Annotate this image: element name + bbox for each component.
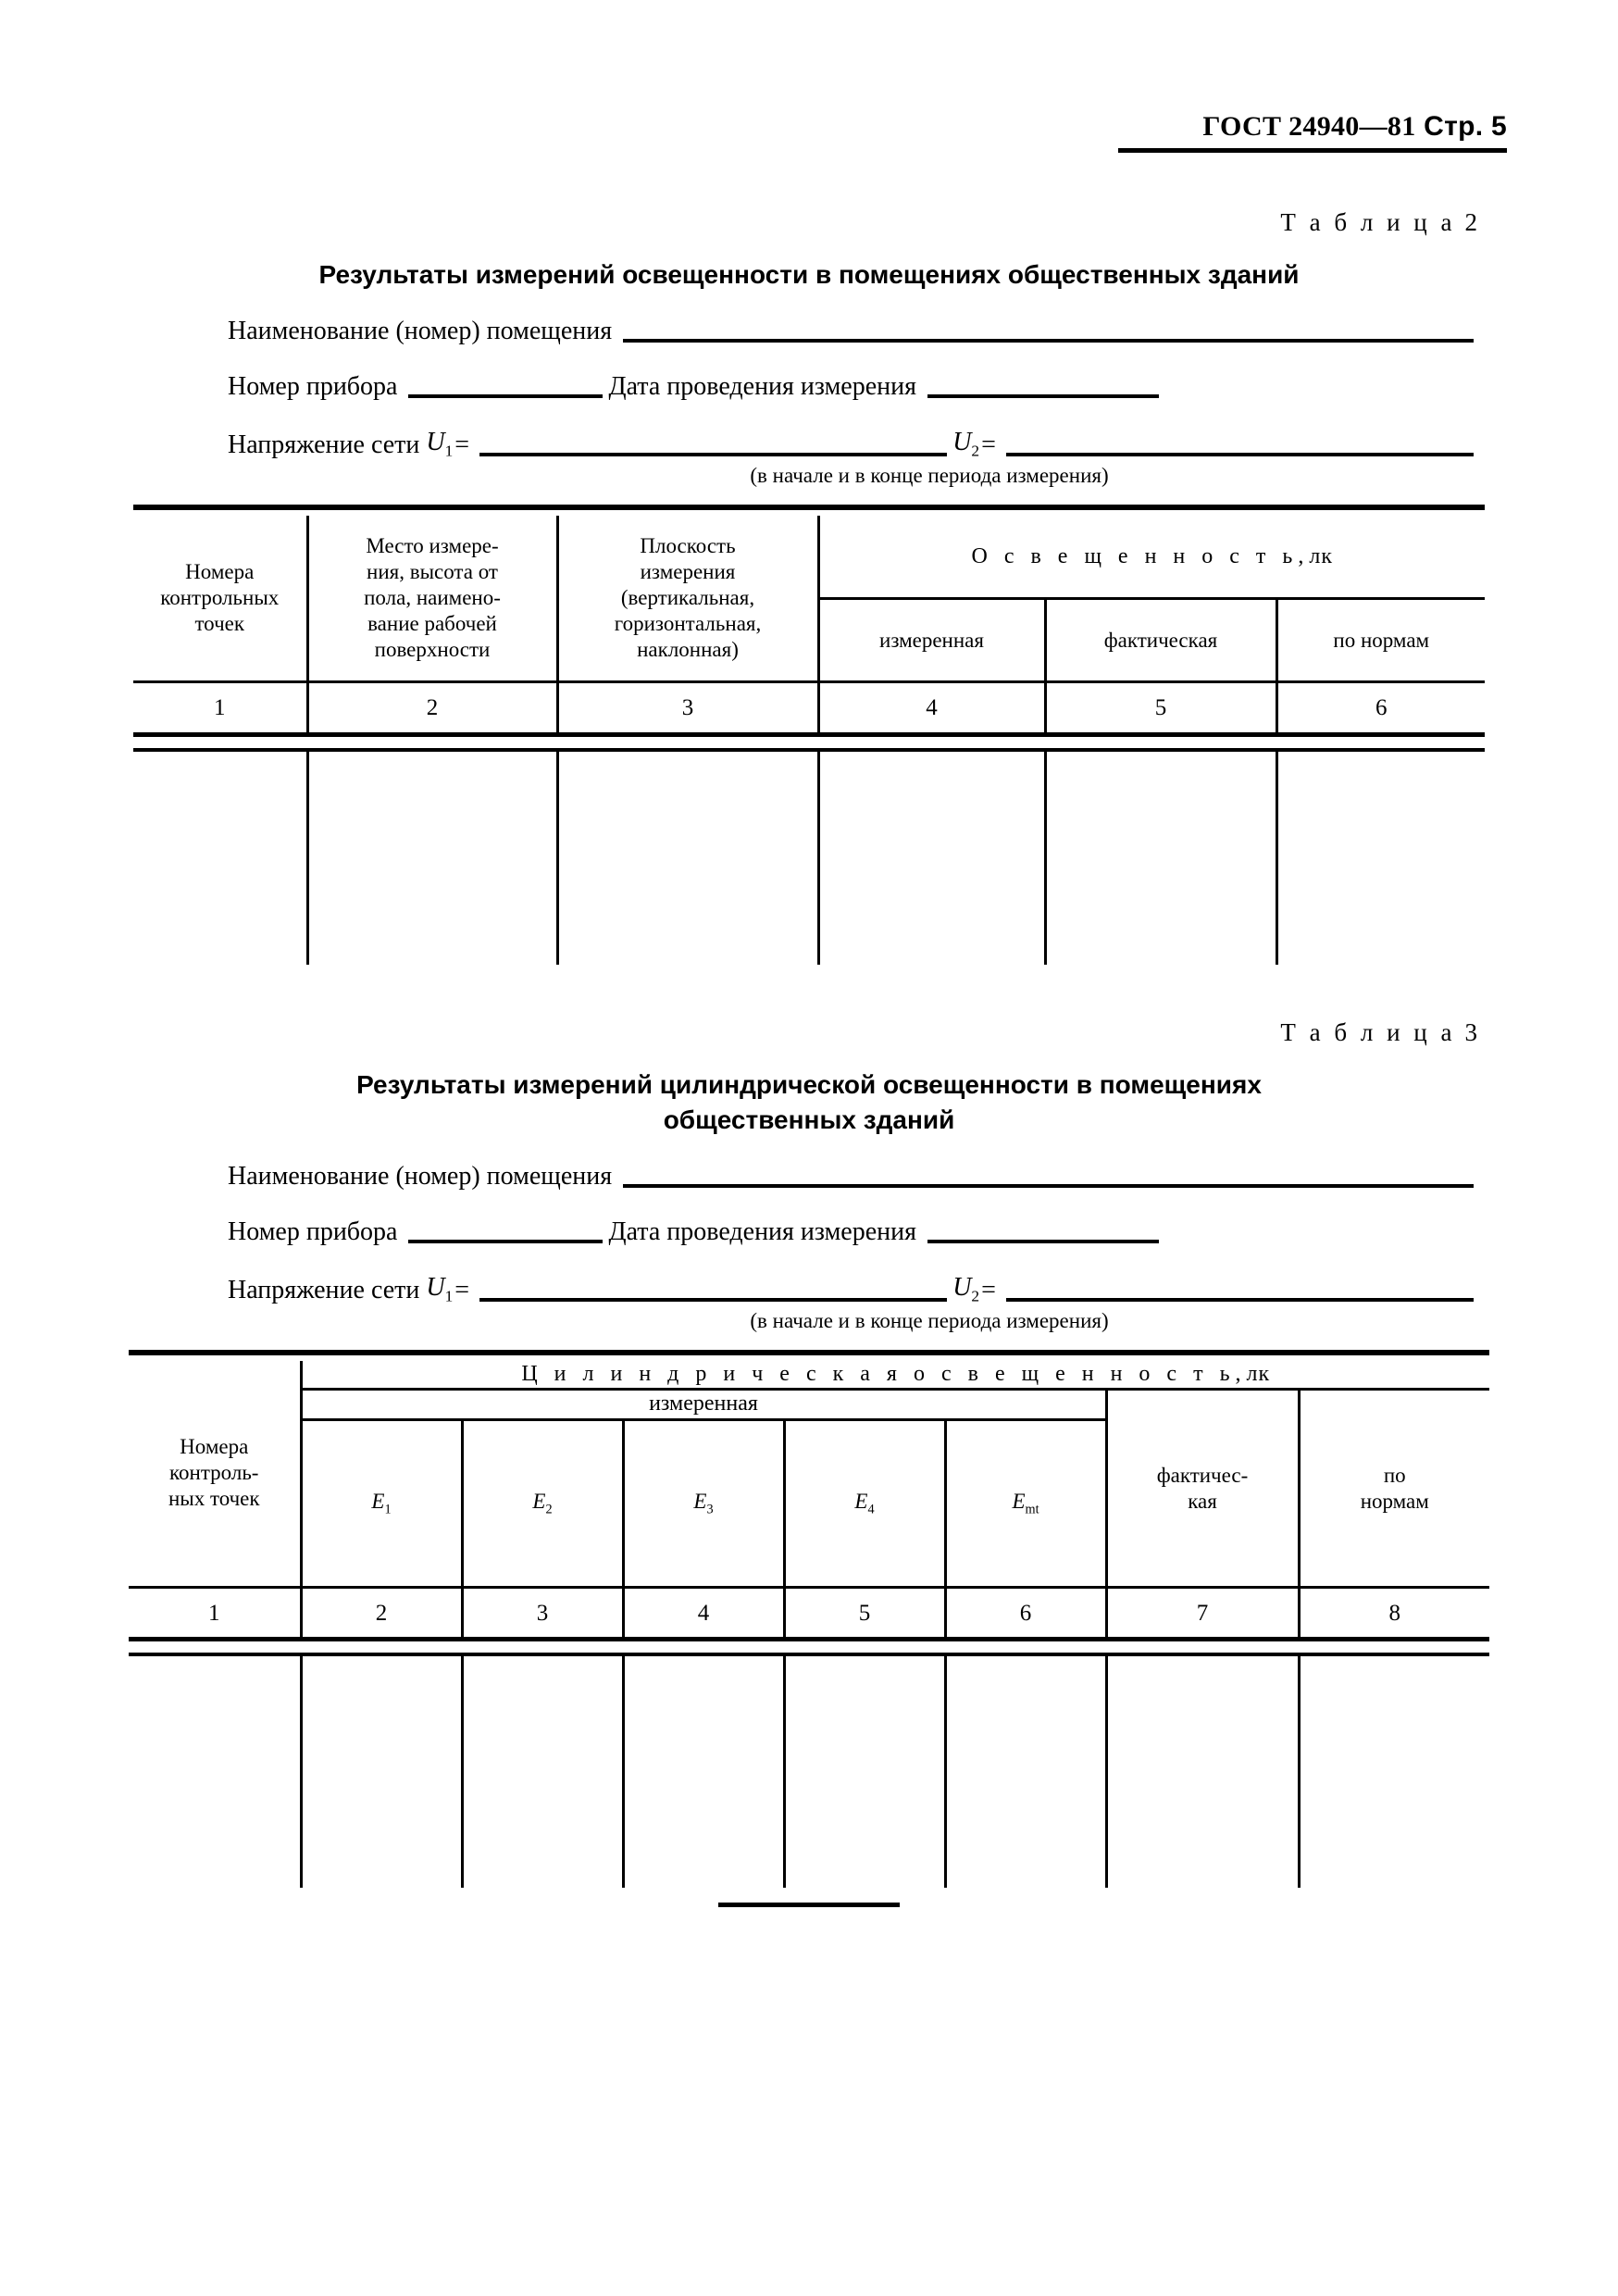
table3-group-unit: лк [1246, 1362, 1271, 1387]
table3-title-line2: общественных зданий [663, 1104, 955, 1134]
standard-number: ГОСТ 24940—81 [1202, 111, 1416, 142]
table2-grid [133, 505, 1485, 965]
table3-colnum-7: 7 [1106, 1587, 1299, 1640]
table2-u1-input[interactable] [479, 452, 947, 456]
table3-voltage-label: Напряжение сети [228, 1276, 420, 1305]
table3-date-label: Дата проведения измерения [608, 1217, 916, 1246]
table3-cell-7[interactable] [1106, 1654, 1299, 1888]
table3-e4-header: $E_4$ [784, 1419, 945, 1587]
table2-device-row [228, 372, 1479, 404]
table3-caption [0, 1018, 1618, 1047]
table3-colnum-3: 3 [462, 1587, 623, 1640]
table3-cell-6[interactable] [945, 1654, 1106, 1888]
table3-title [0, 1067, 1618, 1138]
table3-u2-equals: = [981, 1276, 995, 1305]
table3-date-input[interactable] [927, 1239, 1159, 1243]
table3-device-input[interactable] [408, 1239, 603, 1243]
table3-e3-header: $E_3$ [623, 1419, 784, 1587]
table2-voltage-row [228, 428, 1479, 463]
table2-body-row [133, 750, 1485, 965]
table2-caption-number: 2 [1464, 208, 1477, 236]
table3-actual-header: фактичес- кая [1106, 1390, 1299, 1587]
table3-colnum-1: 1 [129, 1587, 301, 1640]
table2-u2-input[interactable] [1006, 452, 1474, 456]
table2-double-rule-row [133, 734, 1485, 750]
table2-colnum-4: 4 [818, 682, 1045, 735]
table2-caption [0, 208, 1618, 237]
table3-colnum-2: 2 [301, 1587, 462, 1640]
table3-group-label: Ц и л и н д р и ч е с к а я о с в е щ е н н о с т ь, [521, 1362, 1247, 1387]
table2-cell-4[interactable] [818, 750, 1045, 965]
table2-column-number-row [133, 682, 1485, 735]
table3-cell-2[interactable] [301, 1654, 462, 1888]
table3-block [0, 1018, 1618, 1888]
table2-u1-symbol: $U_1$ [426, 427, 454, 460]
table2-col5-header: фактическая [1045, 599, 1276, 682]
table3-e2-header: $E_2$ [462, 1419, 623, 1587]
table2-top-rule [133, 507, 1485, 516]
table3-colnum-8: 8 [1299, 1587, 1489, 1640]
table3-top-rule [129, 1353, 1489, 1361]
footer-divider-rule [718, 1903, 900, 1907]
table3-u2-symbol: $U_2$ [952, 1272, 980, 1305]
table2-room-label: Наименование (номер) помещения [228, 316, 613, 345]
table2-col6-header: по нормам [1276, 599, 1485, 682]
table3-form [0, 1162, 1618, 1308]
table2-date-input[interactable] [927, 393, 1159, 398]
table3-device-row [228, 1217, 1479, 1249]
table3-subgroup-header: измеренная [301, 1390, 1106, 1419]
table2-u2-equals: = [981, 430, 995, 460]
table3-form-note: (в начале и в конце периода измерения) [750, 1309, 1109, 1333]
table3-colnum-5: 5 [784, 1587, 945, 1640]
table2-caption-word: Т а б л и ц а [1280, 208, 1456, 236]
table2-colnum-6: 6 [1276, 682, 1485, 735]
table3-grid [129, 1350, 1489, 1888]
table3-group-row [129, 1361, 1489, 1390]
table2-cell-1[interactable] [133, 750, 307, 965]
table2-double-rule [133, 734, 1485, 750]
table3-voltage-row [228, 1273, 1479, 1308]
table3-top-rule-row [129, 1353, 1489, 1361]
table2-group-header [818, 516, 1485, 598]
table2-header-row [133, 516, 1485, 598]
table3-u1-equals: = [454, 1276, 469, 1305]
table2-device-input[interactable] [408, 393, 603, 398]
table3-group-header [301, 1361, 1489, 1390]
table2-cell-3[interactable] [557, 750, 818, 965]
table2-u1-equals: = [454, 430, 469, 460]
table2-block [0, 208, 1618, 965]
table3-u1-symbol: $U_1$ [426, 1272, 454, 1305]
header-underline [1118, 148, 1507, 153]
table2-cell-6[interactable] [1276, 750, 1485, 965]
table2-group-label: О с в е щ е н н о с т ь, [971, 543, 1310, 568]
table3-room-input[interactable] [623, 1183, 1474, 1188]
table2-top-rule-row [133, 507, 1485, 516]
table2-col2-header: Место измере- ния, высота от пола, наимено- вание рабочей поверхности [307, 516, 557, 682]
table3-column-number-row [129, 1587, 1489, 1640]
table2-group-unit: лк [1309, 543, 1333, 568]
table2-col1-header: Номера контрольных точек [160, 560, 280, 636]
table3-cell-5[interactable] [784, 1654, 945, 1888]
table2-cell-2[interactable] [307, 750, 557, 965]
table2-colnum-3: 3 [557, 682, 818, 735]
table3-caption-word: Т а б л и ц а [1280, 1018, 1456, 1046]
table3-subgroup-row [129, 1390, 1489, 1419]
table2-colnum-2: 2 [307, 682, 557, 735]
table2-room-input[interactable] [623, 338, 1474, 343]
table3-cell-3[interactable] [462, 1654, 623, 1888]
table2-room-row [228, 317, 1479, 348]
table3-col1-header: Номера контроль- ных точек [168, 1435, 260, 1511]
table3-double-rule [129, 1640, 1489, 1655]
table3-colnum-6: 6 [945, 1587, 1106, 1640]
table2-device-label: Номер прибора [228, 371, 398, 401]
table2-cell-5[interactable] [1045, 750, 1276, 965]
table2-voltage-label: Напряжение сети [228, 430, 420, 460]
table3-cell-8[interactable] [1299, 1654, 1489, 1888]
page-header [1118, 111, 1507, 153]
table2-date-label: Дата проведения измерения [608, 371, 916, 401]
table3-room-row [228, 1162, 1479, 1193]
table3-room-label: Наименование (номер) помещения [228, 1161, 613, 1191]
table3-body-row [129, 1654, 1489, 1888]
table2-form [0, 317, 1618, 463]
table2-u2-symbol: $U_2$ [952, 427, 980, 460]
table3-colnum-4: 4 [623, 1587, 784, 1640]
table2-title: Результаты измерений освещенности в помещениях общественных зданий [318, 260, 1300, 289]
table2-form-note: (в начале и в конце периода измерения) [750, 464, 1109, 488]
table2-col4-header: измеренная [818, 599, 1045, 682]
table2-col3-header: Плоскость измерения (вертикальная, горизонтальная, наклонная) [557, 516, 818, 682]
table3-u2-input[interactable] [1006, 1297, 1474, 1302]
table3-caption-number: 3 [1464, 1018, 1477, 1046]
table3-norm-header: по нормам [1299, 1390, 1489, 1587]
table3-cell-4[interactable] [623, 1654, 784, 1888]
table3-double-rule-row [129, 1640, 1489, 1655]
table3-emt-header: $E_{mt}$ [945, 1419, 1106, 1587]
table2-colnum-5: 5 [1045, 682, 1276, 735]
table3-e1-header: $E_1$ [301, 1419, 462, 1587]
table2-colnum-1: 1 [133, 682, 307, 735]
table3-u1-input[interactable] [479, 1297, 947, 1302]
header-text [1118, 111, 1507, 143]
table3-device-label: Номер прибора [228, 1217, 398, 1246]
page-number-label: Стр. 5 [1424, 111, 1507, 142]
table3-title-line1: Результаты измерений цилиндрической освещенности в помещениях [356, 1070, 1262, 1099]
table3-cell-1[interactable] [129, 1654, 301, 1888]
